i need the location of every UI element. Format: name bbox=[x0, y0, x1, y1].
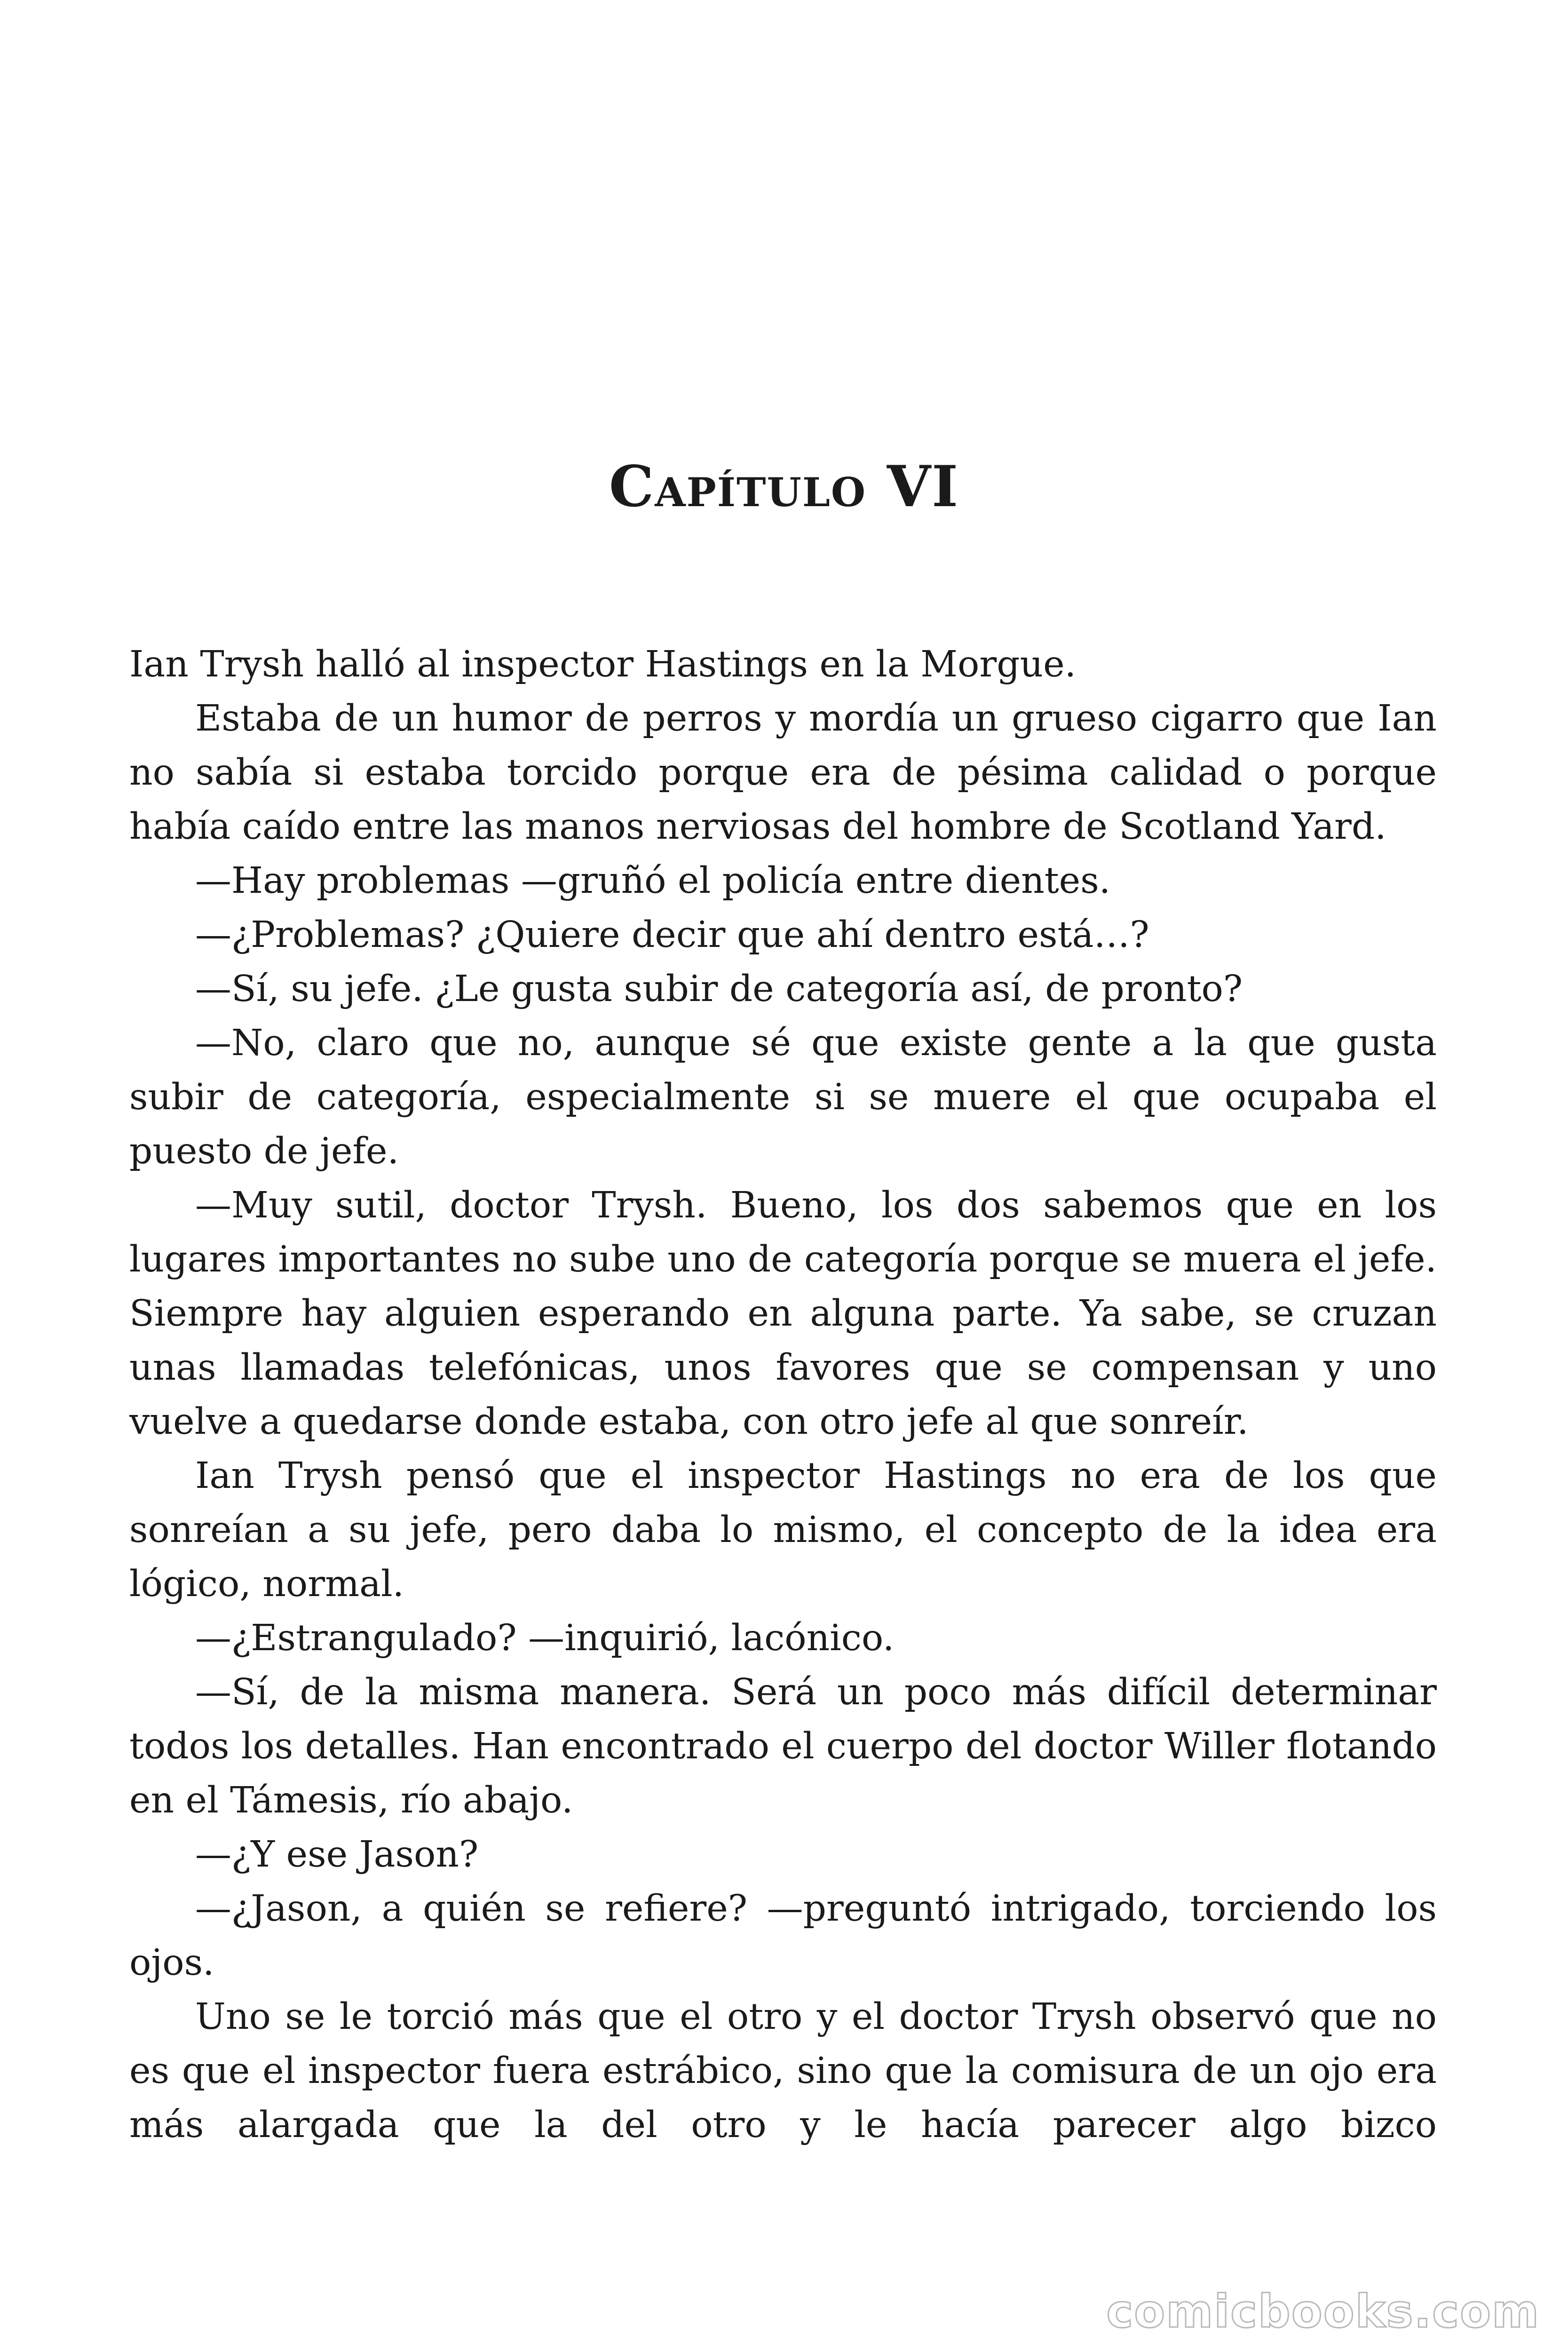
watermark-text: comicbooks.com bbox=[1106, 2285, 1540, 2338]
paragraph: Ian Trysh halló al inspector Hastings en la Morgue. bbox=[129, 644, 1077, 685]
paragraph: —¿Estrangulado? —inquirió, lacónico. bbox=[195, 1617, 895, 1659]
paragraph: Ian Trysh pensó que el inspector Hastings no era de los que sonreían a su jefe, pero daba lo mismo, el concepto de la idea era lógico, normal. bbox=[129, 1455, 1437, 1605]
paragraph: —¿Problemas? ¿Quiere decir que ahí dentro está…? bbox=[195, 914, 1149, 956]
chapter-body bbox=[129, 637, 1437, 2152]
paragraph: Uno se le torció más que el otro y el doctor Trysh observó que no es que el inspector fuera estrábico, sino que la comisura de un ojo era más alargada que la del otro y le hacía parecer algo bizco bbox=[129, 1996, 1437, 2146]
chapter-title: Capítulo VI bbox=[609, 453, 959, 520]
paragraph: Estaba de un humor de perros y mordía un grueso cigarro que Ian no sabía si estaba torcido porque era de pésima calidad o porque había caído entre las manos nerviosas del hombre de Scotland Yard. bbox=[129, 698, 1437, 848]
paragraph: —¿Jason, a quién se refiere? —preguntó intrigado, torciendo los ojos. bbox=[129, 1888, 1437, 1984]
paragraph: —Sí, de la misma manera. Será un poco más difícil determinar todos los detalles. Han encontrado el cuerpo del doctor Willer flotando en el Támesis, río abajo. bbox=[129, 1671, 1437, 1821]
paragraph: —No, claro que no, aunque sé que existe gente a la que gusta subir de categoría, especialmente si se muere el que ocupaba el puesto de jefe. bbox=[129, 1022, 1437, 1172]
paragraph: —Hay problemas —gruñó el policía entre dientes. bbox=[195, 860, 1111, 902]
paragraph: —Muy sutil, doctor Trysh. Bueno, los dos sabemos que en los lugares importantes no sube uno de categoría porque se muera el jefe. Siempre hay alguien esperando en alguna parte. Ya sabe, se cruzan unas llamadas telefónicas, unos favores que se compensan y uno vuelve a quedarse donde estaba, con otro jefe al que sonreír. bbox=[129, 1184, 1437, 1443]
paragraph: —Sí, su jefe. ¿Le gusta subir de categoría así, de pronto? bbox=[195, 968, 1243, 1010]
paragraph: —¿Y ese Jason? bbox=[195, 1834, 479, 1875]
